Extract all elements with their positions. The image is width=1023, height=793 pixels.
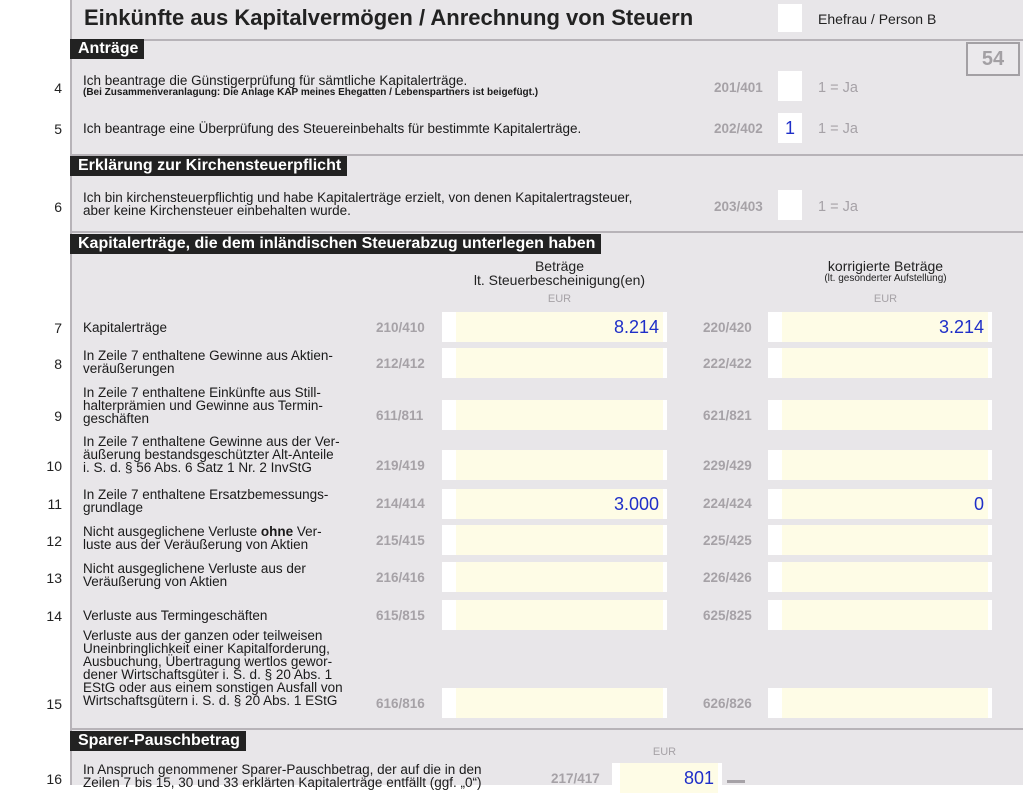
column-header-line: lt. Steuerbescheinigung(en)	[473, 272, 646, 288]
row-6-hint: 1 = Ja	[818, 199, 858, 215]
row-label-line: grundlage	[83, 500, 144, 515]
row-9-amount-field[interactable]	[442, 400, 667, 430]
column-header-line: korrigierte Beträge	[827, 258, 944, 274]
row-8-text	[83, 349, 333, 375]
row-label-part: Nicht ausgeglichene Verluste	[83, 524, 261, 539]
row-15-text	[83, 629, 343, 707]
row-14-amount-field[interactable]	[442, 600, 667, 630]
row-14-text	[83, 609, 267, 622]
row-label-line: i. S. d. § 56 Abs. 6 Satz 1 Nr. 2 InvStG	[83, 460, 312, 475]
row-12-code2: 225/425	[703, 533, 752, 548]
row-4-note: (Bei Zusammenveranlagung: Die Anlage KAP meines Ehegatten / Lebenspartners ist beigefügt.)	[83, 87, 539, 98]
row-15-code2: 626/826	[703, 696, 752, 711]
row-number: 15	[46, 696, 62, 712]
row-number: 14	[46, 608, 62, 624]
row-label-line: Wirtschaftsgütern i. S. d. § 20 Abs. 1 EStG	[83, 693, 338, 708]
divider	[70, 728, 1023, 730]
row-5-code: 202/402	[714, 121, 763, 136]
row-label-line: Verluste aus der ganzen oder teilweisen	[83, 628, 323, 643]
row-6-code: 203/403	[714, 199, 763, 214]
row-11-text	[83, 488, 328, 514]
row-15-corrected-field[interactable]	[768, 688, 992, 718]
row-label-line: halterprämien und Gewinne aus Termin-	[83, 398, 323, 413]
column-header-korrigiert	[768, 259, 1003, 285]
page-number: 54	[966, 42, 1020, 76]
row-4-text	[83, 74, 538, 99]
row-4-hint: 1 = Ja	[818, 80, 858, 96]
row-number: 4	[54, 80, 62, 96]
row-7-code1: 210/410	[376, 320, 425, 335]
row-label-line: dener Wirtschaftsgüter i. S. d. § 20 Abs. 1	[83, 667, 333, 682]
row-5-value: 1	[784, 118, 795, 138]
row-7-text	[83, 321, 167, 334]
row-number: 9	[54, 408, 62, 424]
divider	[70, 231, 1023, 233]
row-14-code2: 625/825	[703, 608, 752, 623]
section-antraege: Anträge	[70, 39, 144, 59]
row-12-code1: 215/415	[376, 533, 425, 548]
row-10-code2: 229/429	[703, 458, 752, 473]
row-label-line: EStG oder aus einem sonstigen Ausfall von	[83, 680, 343, 695]
form-title: Einkünfte aus Kapitalvermögen / Anrechnung von Steuern	[84, 5, 694, 30]
row-label-line: Ausbuchung, Übertragung wertlos gewor-	[83, 654, 333, 669]
row-13-amount-field[interactable]	[442, 562, 667, 592]
currency-label: EUR	[873, 293, 898, 305]
row-label-line: Verluste aus Termingeschäften	[83, 608, 268, 623]
row-10-code1: 219/419	[376, 458, 425, 473]
row-13-code1: 216/416	[376, 570, 425, 585]
row-13-code2: 226/426	[703, 570, 752, 585]
row-8-code2: 222/422	[703, 356, 752, 371]
column-header-sub: (lt. gesonderter Aufstellung)	[824, 273, 947, 284]
row-label-part: Ver-	[293, 524, 322, 539]
row-8-code1: 212/412	[376, 356, 425, 371]
row-number: 5	[54, 121, 62, 137]
row-4-code: 201/401	[714, 80, 763, 95]
section-kapitalertraege: Kapitalerträge, die dem inländischen Steuerabzug unterlegen haben	[70, 234, 601, 254]
steuereinbehalt-field[interactable]	[778, 113, 802, 143]
row-label-line: Zeilen 7 bis 15, 30 und 33 erklärten Kapitalerträge entfällt (ggf. „0“)	[83, 775, 482, 790]
row-number: 12	[46, 533, 62, 549]
person-b-label: Ehefrau / Person B	[818, 11, 937, 27]
row-5-hint: 1 = Ja	[818, 121, 858, 137]
section-kirchensteuer: Erklärung zur Kirchensteuerpflicht	[70, 156, 347, 176]
dash-separator	[727, 780, 745, 783]
row-6-line: aber keine Kirchensteuer einbehalten wurde.	[83, 203, 351, 218]
row-7-amount-field[interactable]: 8.214	[442, 312, 667, 342]
row-12-amount-field[interactable]	[442, 525, 667, 555]
row-label-line: luste aus der Veräußerung von Aktien	[83, 537, 309, 552]
row-label-line: In Zeile 7 enthaltene Ersatzbemessungs-	[83, 487, 329, 502]
row-8-corrected-field[interactable]	[768, 348, 992, 378]
row-10-text	[83, 435, 340, 474]
row-9-text	[83, 386, 323, 425]
person-b-checkbox[interactable]	[778, 4, 802, 32]
currency-label: EUR	[652, 746, 677, 758]
row-number: 16	[46, 771, 62, 787]
row-8-amount-field[interactable]	[442, 348, 667, 378]
row-13-corrected-field[interactable]	[768, 562, 992, 592]
row-10-corrected-field[interactable]	[768, 450, 992, 480]
row-12-text	[83, 525, 322, 551]
row-label-line: äußerung bestandsgeschützter Alt-Anteile	[83, 447, 334, 462]
row-number: 8	[54, 356, 62, 372]
row-14-corrected-field[interactable]	[768, 600, 992, 630]
row-11-code1: 214/414	[376, 496, 425, 511]
row-16-code: 217/417	[551, 771, 600, 786]
row-9-corrected-field[interactable]	[768, 400, 992, 430]
row-label-line: In Zeile 7 enthaltene Gewinne aus der Ver-	[83, 434, 340, 449]
row-10-amount-field[interactable]	[442, 450, 667, 480]
section-sparer: Sparer-Pauschbetrag	[70, 731, 246, 751]
row-number: 11	[47, 496, 62, 512]
row-label-line: In Zeile 7 enthaltene Gewinne aus Aktien-	[83, 348, 333, 363]
row-label-line: In Zeile 7 enthaltene Einkünfte aus Still-	[83, 385, 321, 400]
row-label-line: In Anspruch genommener Sparer-Pauschbetrag, der auf die in den	[83, 762, 482, 777]
row-label-line: Kapitalerträge	[83, 320, 168, 335]
column-header-line: Beträge	[534, 258, 585, 274]
row-7-code2: 220/420	[703, 320, 752, 335]
row-6-line: Ich bin kirchensteuerpflichtig und habe Kapitalerträge erzielt, von denen Kapitalertragsteuer,	[83, 190, 633, 205]
row-15-code1: 616/816	[376, 696, 425, 711]
row-5-text: Ich beantrage eine Überprüfung des Steuereinbehalts für bestimmte Kapitalerträge.	[83, 121, 582, 136]
row-7-corrected-field[interactable]: 3.214	[768, 312, 992, 342]
row-9-code1: 611/811	[376, 408, 424, 423]
row-number: 6	[54, 199, 62, 215]
divider	[70, 39, 1023, 41]
kirchensteuer-field[interactable]	[778, 190, 802, 220]
row-number: 13	[46, 570, 62, 586]
row-label-line: veräußerungen	[83, 361, 175, 376]
sparer-pauschbetrag-field[interactable]: 801	[612, 763, 722, 793]
row-label-line: Veräußerung von Aktien	[83, 574, 228, 589]
row-label-line: Nicht ausgeglichene Verluste aus der	[83, 561, 306, 576]
row-4-label: Ich beantrage die Günstigerprüfung für sämtliche Kapitalerträge.	[83, 73, 468, 88]
currency-label: EUR	[547, 293, 572, 305]
row-number: 10	[46, 458, 62, 474]
row-11-amount-field[interactable]: 3.000	[442, 489, 667, 519]
guenstigerpruefung-field[interactable]	[778, 71, 802, 101]
row-14-code1: 615/815	[376, 608, 425, 623]
row-13-text	[83, 562, 306, 588]
row-11-code2: 224/424	[703, 496, 752, 511]
row-11-corrected-field[interactable]: 0	[768, 489, 992, 519]
row-6-text	[83, 191, 632, 217]
row-12-corrected-field[interactable]	[768, 525, 992, 555]
row-16-text	[83, 763, 482, 789]
row-15-amount-field[interactable]	[442, 688, 667, 718]
row-9-code2: 621/821	[703, 408, 752, 423]
column-header-steuerbescheinigung	[442, 259, 677, 287]
row-label-line: Uneinbringlichkeit einer Kapitalforderung,	[83, 641, 330, 656]
row-label-line: geschäften	[83, 411, 150, 426]
row-number: 7	[54, 320, 62, 336]
row-label-bold: ohne	[260, 524, 294, 539]
